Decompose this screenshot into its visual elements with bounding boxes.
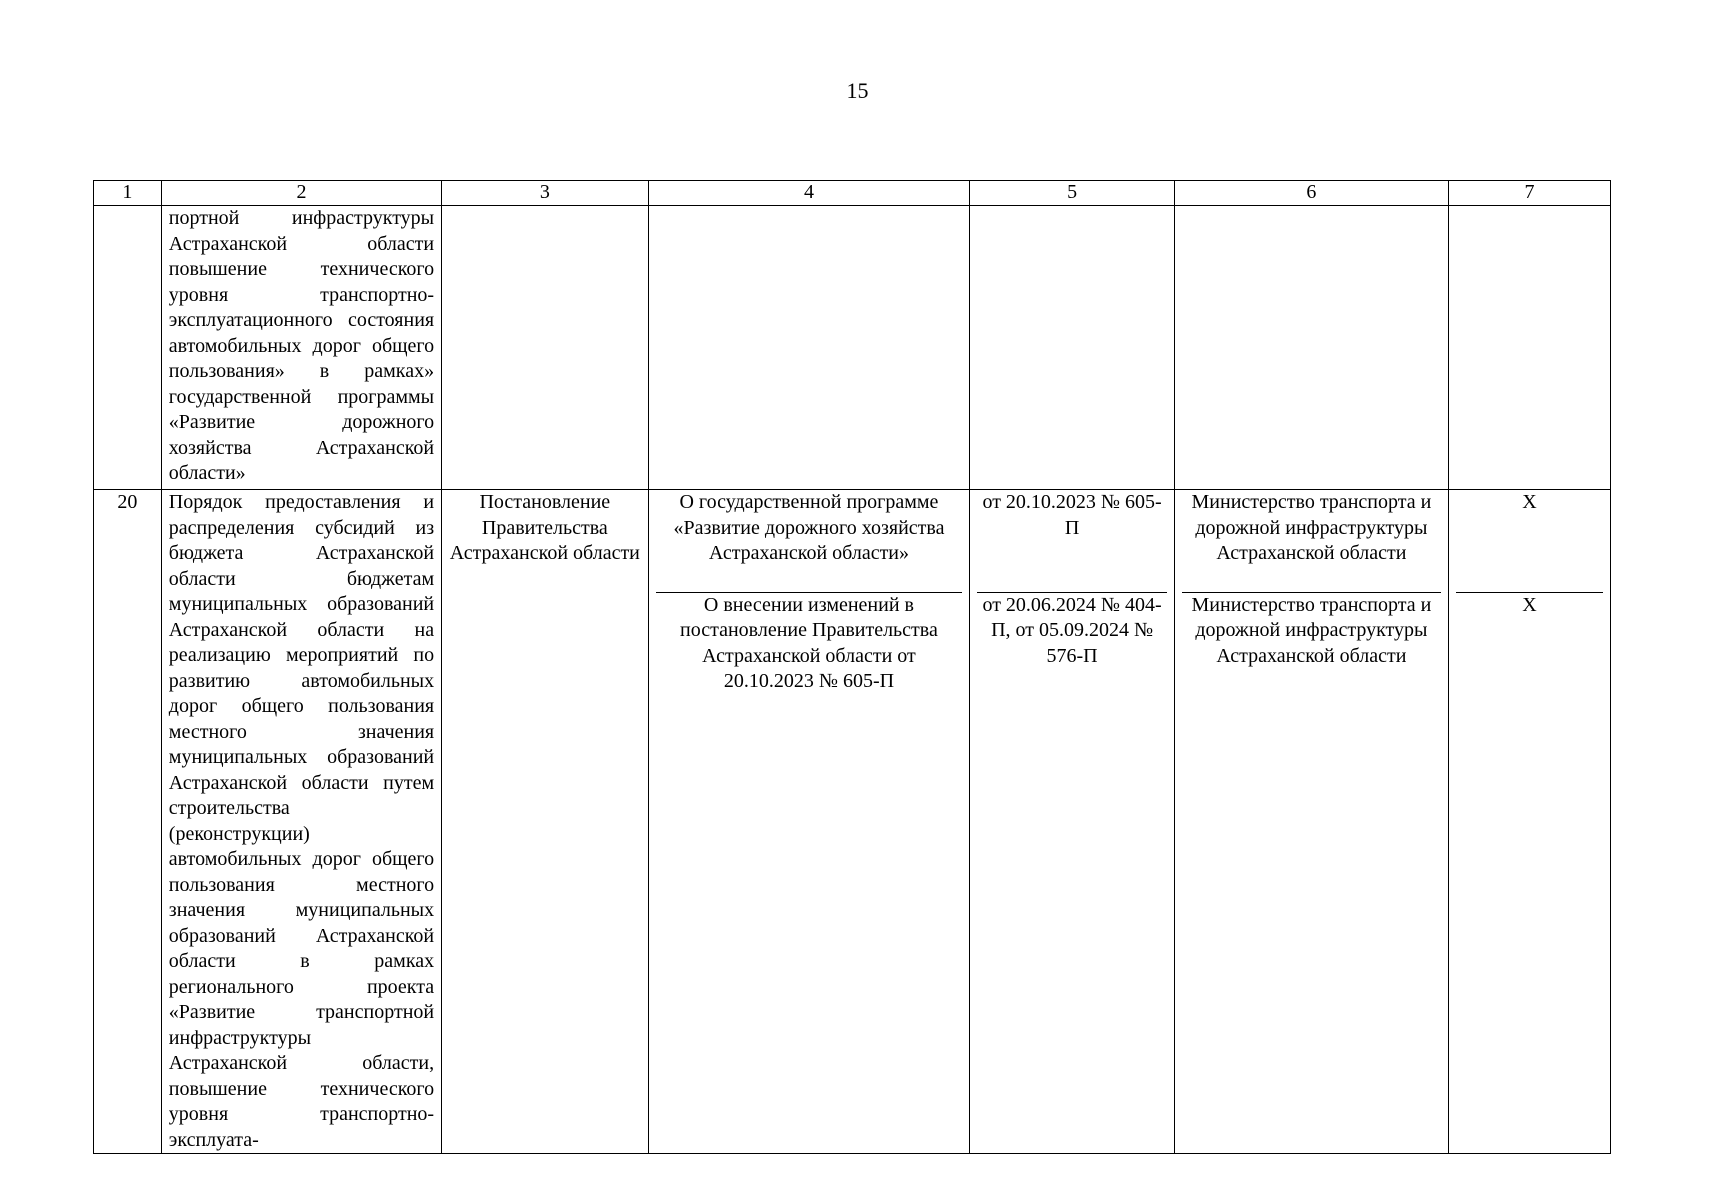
act-titles-cell (648, 490, 970, 1154)
column-header: 4 (648, 181, 970, 206)
mark: Х (1522, 593, 1537, 616)
act-title: О государственной программе «Развитие дорожного хозяйства Астраханской области» (656, 490, 963, 592)
column-header: 3 (442, 181, 648, 206)
column-header-row (94, 181, 1611, 206)
act-date-number: от 20.06.2024 № 404-П, от 05.09.2024 № 576-П (982, 593, 1162, 667)
row-number: 20 (94, 490, 162, 1154)
continuation-text: портной инфраструктуры Астраханской области повышение технического уровня транспортно-эксплуатационного состояния автомобильных дорог общего пользования» в рамках» государственной программы «Развитие дорожного хозяйства Астраханской области» (161, 206, 441, 490)
act-date-number: от 20.10.2023 № 605-П (977, 490, 1166, 592)
column-header: 2 (161, 181, 441, 206)
column-header: 6 (1174, 181, 1448, 206)
page-number: 15 (846, 78, 869, 103)
act-title: О внесении изменений в постановление Правительства Астраханской области от 20.10.2023 № 605-П (680, 593, 938, 692)
table-row-20 (94, 490, 1611, 1154)
act-name: Порядок предоставления и распределения субсидий из бюджета Астраханской области бюджетам муниципальных образований Астраханской области на реализацию мероприятий по развитию автомобильных дорог общего пользования местного значения муниципальных образований Астраханской области путем строительства (реконструкции) автомобильных дорог общего пользования местного значения муниципальных образований Астраханской области в рамках регионального проекта «Развитие транспортной инфраструктуры Астраханской области, повышение технического уровня транспортно-эксплуата- (161, 490, 441, 1154)
document-table (93, 180, 1611, 1154)
act-dates-cell (970, 490, 1174, 1154)
table-row-continuation (94, 206, 1611, 490)
ministry-name: Министерство транспорта и дорожной инфраструктуры Астраханской области (1182, 490, 1441, 592)
ministry-cell (1174, 490, 1448, 1154)
column-header: 7 (1449, 181, 1611, 206)
mark-cell (1449, 490, 1611, 1154)
mark: Х (1456, 490, 1603, 592)
doc-type: Постановление Правительства Астраханской области (442, 490, 648, 1154)
column-header: 5 (970, 181, 1174, 206)
column-header: 1 (94, 181, 162, 206)
ministry-name: Министерство транспорта и дорожной инфраструктуры Астраханской области (1191, 593, 1432, 667)
